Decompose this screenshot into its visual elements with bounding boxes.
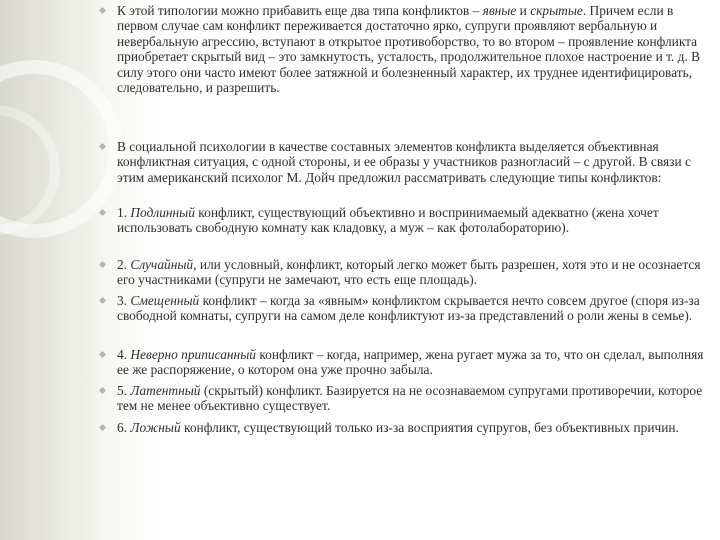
list-item-text: 6. Ложный конфликт, существующий только из-за восприятия супругов, без объективных причин. xyxy=(117,420,679,435)
list-item-false xyxy=(103,420,713,435)
list-item-text: 2. Случайный, или условный, конфликт, который легко может быть разрешен, хотя это и не осознается его участниками (супруги не замечают, что есть еще площадь). xyxy=(117,257,701,288)
paragraph-conflict-types xyxy=(103,3,713,95)
list-item-text: 1. Подлинный конфликт, существующий объективно и воспринимаемый адекватно (жена хочет использовать свободную комнату как кладовку, а муж – как фотолабораторию). xyxy=(117,205,659,236)
paragraph-text: В социальной психологии в качестве составных элементов конфликта выделяется объективная конфликтная ситуация, с одной стороны, и ее образы у участников разногласий – с другой. В связи с этим американский психолог М. Дойч предложил рассматривать следующие типы конфликтов: xyxy=(117,139,691,185)
list-item-text: 4. Неверно приписанный конфликт – когда, например, жена ругает мужа за то, что он сделал, выполняя ее же распоряжение, о котором она уже прочно забыла. xyxy=(117,347,704,378)
list-item-contingent xyxy=(103,257,713,288)
paragraph-text: К этой типологии можно прибавить еще два типа конфликтов – явные и скрытые. Причем если в первом случае сам конфликт переживается достаточно ярко, супруги проявляют вербальную и невербальную агрессию, вступают в открытое противоборство, то во втором – проявление конфликта приобретает скрытый вид – это замкнутость, усталость, продолжительное плохое настроение и т. д. В силу этого они часто имеют более затяжной и болезненный характер, их труднее идентифицировать, следовательно, и разрешить. xyxy=(117,3,701,96)
list-item-genuine xyxy=(103,205,713,236)
paragraph-social-psychology xyxy=(103,139,713,185)
list-item-misattributed xyxy=(103,347,713,378)
list-item-text: 5. Латентный (скрытый) конфликт. Базируется на не осознаваемом супругами противоречии, которое тем не менее объективно существует. xyxy=(117,383,703,414)
list-item-displaced xyxy=(103,293,713,324)
list-item-text: 3. Смещенный конфликт – когда за «явным» конфликтом скрывается нечто совсем другое (споря из-за свободной комнаты, супруги на самом деле конфликтуют из-за представлений о роли жены в семье). xyxy=(117,293,700,324)
list-item-latent xyxy=(103,383,713,414)
